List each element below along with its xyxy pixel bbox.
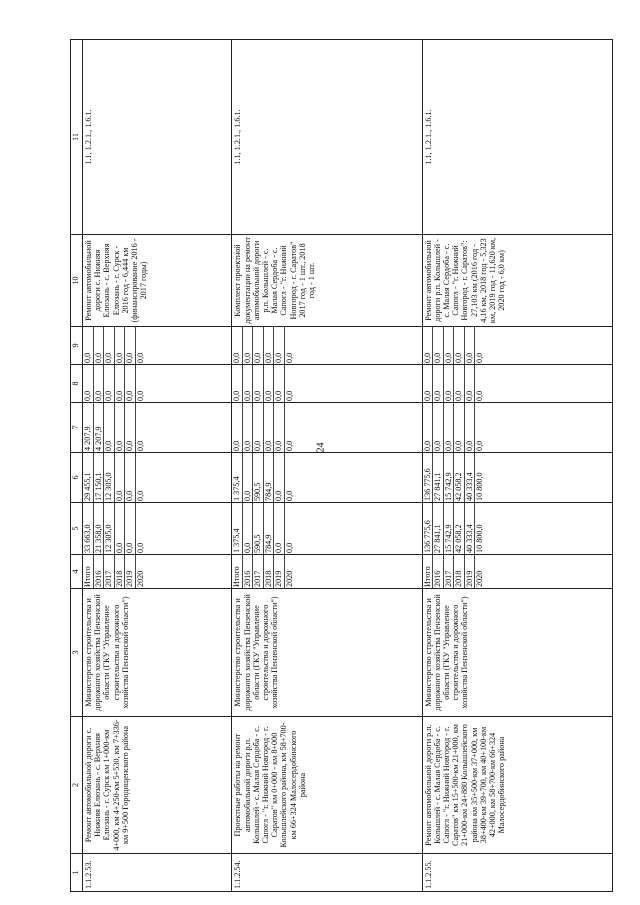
other-cell-value: 0,0 bbox=[465, 327, 476, 364]
municipal-cell-value: 0,0 bbox=[274, 365, 285, 402]
federal-cell bbox=[232, 403, 422, 453]
total-cell-value: 33 663,0 bbox=[83, 503, 94, 554]
year-cell-value: 2016 bbox=[433, 555, 444, 588]
year-cell-value: 2017 bbox=[444, 555, 455, 588]
header-col-6: 6 bbox=[71, 453, 83, 503]
total-cell-value: 590,5 bbox=[253, 503, 264, 554]
row-id: 1.1.2.53. bbox=[83, 854, 232, 892]
executor: Министерство строительства и дорожного хозяйства Пензенской области (ГКУ "Управление строительства и дорожного хозяйства Пензенской области") bbox=[422, 589, 612, 717]
indicator-links: 1.1, 1.2.1., 1.6.1. bbox=[83, 40, 232, 235]
total-cell-value: 12 305,0 bbox=[104, 503, 115, 554]
total-cell-value: 0,0 bbox=[243, 503, 254, 554]
header-row bbox=[71, 40, 83, 892]
total-cell-value: 21 358,0 bbox=[94, 503, 105, 554]
federal-cell-value: 0,0 bbox=[444, 403, 455, 452]
header-col-2: 2 bbox=[71, 717, 83, 854]
regional-cell-value: 12 305,0 bbox=[104, 453, 115, 502]
other-cell-value: 0,0 bbox=[232, 327, 243, 364]
municipal-cell-value: 0,0 bbox=[243, 365, 254, 402]
regional-cell-value: 29 455,1 bbox=[83, 453, 94, 502]
other-cell-value: 0,0 bbox=[94, 327, 105, 364]
activity-name: Ремонт автомобильной дороги р.п. Колышлей - с. Малая Сердоба - с. Сапогл - "г. Нижний Новгород - г. Саратов" км 15+500-км 21+000, км 21+000-км 24+880 Колышлейского района км 35+500-км 37+000, км 38+400-км 39+700, км 40+100-км 42+000, км 58+700-км 66+324 Малосердобинского района bbox=[422, 717, 612, 854]
other-cell-value: 0,0 bbox=[423, 327, 434, 364]
federal-cell-value: 0,0 bbox=[232, 403, 243, 452]
total-cell-value: 10 800,0 bbox=[475, 524, 485, 553]
expected-result: Ремонт автомобильной дороги р.п. Колышлей - с. Малая Сердоба - с. Сапогл - "г. Нижний Новгород - г. Саратов": 27,103 км (2016 год - 4,16 км, 2018 год - 5,323 км, 2019 год - 11,620 км, 2020 год - 6,0 км) bbox=[422, 235, 612, 327]
municipal-cell-value: 0,0 bbox=[83, 365, 94, 402]
row-id: 1.1.2.54. bbox=[232, 854, 422, 892]
municipal-cell-value: 0,0 bbox=[433, 365, 444, 402]
regional-cell-value: 10 800,0 bbox=[475, 472, 485, 501]
federal-cell bbox=[422, 403, 612, 453]
total-cell bbox=[83, 503, 232, 555]
federal-cell-value: 4 207,9 bbox=[83, 403, 94, 452]
total-cell bbox=[422, 503, 612, 555]
regional-cell-value: 0,0 bbox=[135, 490, 145, 501]
regional-cell-value: 0,0 bbox=[284, 490, 294, 501]
regional-cell-value: 42 058,2 bbox=[454, 453, 465, 502]
other-cell bbox=[83, 327, 232, 365]
total-cell-value: 1 375,4 bbox=[232, 503, 243, 554]
year-cell-value: Итого bbox=[232, 555, 243, 588]
federal-cell-value: 0,0 bbox=[243, 403, 254, 452]
municipal-cell-value: 0,0 bbox=[125, 365, 136, 402]
program-table bbox=[70, 39, 613, 892]
total-cell-value: 27 841,1 bbox=[433, 503, 444, 554]
other-cell-value: 0,0 bbox=[135, 352, 145, 363]
executor: Министерство строительства и дорожного хозяйства Пензенской области (ГКУ "Управление строительства и дорожного хозяйства Пензенской области") bbox=[83, 589, 232, 717]
regional-cell-value: 27 841,1 bbox=[433, 453, 444, 502]
header-col-7: 7 bbox=[71, 403, 83, 453]
executor: Министерство строительства и дорожного хозяйства Пензенской области (ГКУ "Управление строительства и дорожного хозяйства Пензенской области") bbox=[232, 589, 422, 717]
municipal-cell bbox=[232, 365, 422, 403]
regional-cell-value: 0,0 bbox=[243, 453, 254, 502]
expected-result: Ремонт автомобильной дороги с. Нижняя Елюзань - с. Верхняя Елюзань - г. Сурск - 2016 год - 6,444 км (финансирование 2016 - 2017 годы) bbox=[83, 235, 232, 327]
year-cell-value: Итого bbox=[423, 555, 434, 588]
regional-cell-value: 0,0 bbox=[115, 453, 126, 502]
other-cell-value: 0,0 bbox=[125, 327, 136, 364]
header-col-5: 5 bbox=[71, 503, 83, 555]
total-cell bbox=[232, 503, 422, 555]
municipal-cell-value: 0,0 bbox=[104, 365, 115, 402]
municipal-cell-value: 0,0 bbox=[284, 390, 294, 401]
year-cell-value: 2020 bbox=[284, 570, 294, 587]
year-cell bbox=[83, 555, 232, 589]
other-cell-value: 0,0 bbox=[475, 352, 485, 363]
municipal-cell-value: 0,0 bbox=[264, 365, 275, 402]
header-col-8: 8 bbox=[71, 365, 83, 403]
total-cell-value: 0,0 bbox=[125, 503, 136, 554]
table-row bbox=[232, 40, 422, 892]
federal-cell bbox=[83, 403, 232, 453]
header-col-1: 1 bbox=[71, 854, 83, 892]
total-cell-value: 40 333,4 bbox=[465, 503, 476, 554]
other-cell-value: 0,0 bbox=[444, 327, 455, 364]
municipal-cell-value: 0,0 bbox=[465, 365, 476, 402]
header-col-10: 10 bbox=[71, 235, 83, 327]
year-cell bbox=[232, 555, 422, 589]
other-cell-value: 0,0 bbox=[284, 352, 294, 363]
header-col-3: 3 bbox=[71, 589, 83, 717]
other-cell bbox=[422, 327, 612, 365]
year-cell-value: 2019 bbox=[125, 555, 136, 588]
year-cell-value: 2017 bbox=[104, 555, 115, 588]
expected-result: Комплект проектной документации на ремонт автомобильной дороги р.п. Колышлей - с. Малая Сердоба - с. Сапогл - "г. Нижний Новгород - г. Саратов" 2017 год - 1 шт., 2018 год - 1 шт. bbox=[232, 235, 422, 327]
total-cell-value: 784,9 bbox=[264, 503, 275, 554]
total-cell-value: 0,0 bbox=[135, 542, 145, 553]
federal-cell-value: 0,0 bbox=[465, 403, 476, 452]
federal-cell-value: 0,0 bbox=[115, 403, 126, 452]
federal-cell-value: 0,0 bbox=[433, 403, 444, 452]
header-col-11: 11 bbox=[71, 40, 83, 235]
year-cell-value: Итого bbox=[83, 555, 94, 588]
municipal-cell-value: 0,0 bbox=[135, 390, 145, 401]
federal-cell-value: 0,0 bbox=[264, 403, 275, 452]
header-col-4: 4 bbox=[71, 555, 83, 589]
activity-name: Проектные работы на ремонт автомобильной дороги р.п. Колышлей - с. Малая Сердоба - с. Сапогл - "г. Нижний Новгород - г. Саратов" км 0+000 - км 8+000 Колышлейского района, км 58+700-км 66+324 Малосердобинского района bbox=[232, 717, 422, 854]
municipal-cell-value: 0,0 bbox=[454, 365, 465, 402]
regional-cell-value: 784,9 bbox=[264, 453, 275, 502]
total-cell-value: 15 742,9 bbox=[444, 503, 455, 554]
year-cell-value: 2019 bbox=[274, 555, 285, 588]
other-cell-value: 0,0 bbox=[115, 327, 126, 364]
year-cell bbox=[422, 555, 612, 589]
municipal-cell-value: 0,0 bbox=[232, 365, 243, 402]
year-cell-value: 2020 bbox=[135, 570, 145, 587]
other-cell-value: 0,0 bbox=[253, 327, 264, 364]
table-row bbox=[422, 40, 612, 892]
other-cell-value: 0,0 bbox=[243, 327, 254, 364]
other-cell-value: 0,0 bbox=[264, 327, 275, 364]
federal-cell-value: 0,0 bbox=[475, 440, 485, 451]
federal-cell-value: 0,0 bbox=[423, 403, 434, 452]
federal-cell-value: 4 207,9 bbox=[94, 403, 105, 452]
page-number: 24 bbox=[315, 442, 327, 453]
total-cell-value: 0,0 bbox=[284, 542, 294, 553]
federal-cell-value: 0,0 bbox=[253, 403, 264, 452]
federal-cell-value: 0,0 bbox=[135, 440, 145, 451]
other-cell-value: 0,0 bbox=[433, 327, 444, 364]
indicator-links: 1.1, 1.2.1., 1.6.1. bbox=[422, 40, 612, 235]
regional-cell-value: 590,5 bbox=[253, 453, 264, 502]
regional-cell-value: 1 375,4 bbox=[232, 453, 243, 502]
year-cell-value: 2017 bbox=[253, 555, 264, 588]
total-cell-value: 136 775,6 bbox=[423, 503, 434, 554]
year-cell-value: 2018 bbox=[454, 555, 465, 588]
year-cell-value: 2018 bbox=[115, 555, 126, 588]
year-cell-value: 2016 bbox=[94, 555, 105, 588]
regional-cell bbox=[83, 453, 232, 503]
municipal-cell-value: 0,0 bbox=[444, 365, 455, 402]
regional-cell bbox=[232, 453, 422, 503]
total-cell-value: 0,0 bbox=[115, 503, 126, 554]
other-cell-value: 0,0 bbox=[104, 327, 115, 364]
other-cell-value: 0,0 bbox=[454, 327, 465, 364]
regional-cell-value: 15 742,9 bbox=[444, 453, 455, 502]
year-cell-value: 2019 bbox=[465, 555, 476, 588]
total-cell-value: 0,0 bbox=[274, 503, 285, 554]
activity-name: Ремонт автомобильной дороги с. Нижняя Елюзань - с. Верхняя Елюзань - г. Сурск км 1+000-км 4+000, км 4+250-км 5+530, км 7+336-км 9+500 Городищенского района bbox=[83, 717, 232, 854]
year-cell-value: 2016 bbox=[243, 555, 254, 588]
regional-cell-value: 136 775,6 bbox=[423, 453, 434, 502]
header-col-9: 9 bbox=[71, 327, 83, 365]
municipal-cell bbox=[83, 365, 232, 403]
municipal-cell bbox=[422, 365, 612, 403]
municipal-cell-value: 0,0 bbox=[94, 365, 105, 402]
indicator-links: 1.1, 1.2.1., 1.6.1. bbox=[232, 40, 422, 235]
federal-cell-value: 0,0 bbox=[454, 403, 465, 452]
other-cell-value: 0,0 bbox=[274, 327, 285, 364]
regional-cell-value: 0,0 bbox=[274, 453, 285, 502]
municipal-cell-value: 0,0 bbox=[475, 390, 485, 401]
municipal-cell-value: 0,0 bbox=[115, 365, 126, 402]
regional-cell-value: 40 333,4 bbox=[465, 453, 476, 502]
federal-cell-value: 0,0 bbox=[125, 403, 136, 452]
federal-cell-value: 0,0 bbox=[104, 403, 115, 452]
year-cell-value: 2020 bbox=[475, 570, 485, 587]
total-cell-value: 42 058,2 bbox=[454, 503, 465, 554]
row-id: 1.1.2.55. bbox=[422, 854, 612, 892]
rotated-table-container bbox=[70, 40, 613, 892]
regional-cell-value: 17 150,1 bbox=[94, 453, 105, 502]
municipal-cell-value: 0,0 bbox=[253, 365, 264, 402]
other-cell bbox=[232, 327, 422, 365]
federal-cell-value: 0,0 bbox=[274, 403, 285, 452]
other-cell-value: 0,0 bbox=[83, 327, 94, 364]
year-cell-value: 2018 bbox=[264, 555, 275, 588]
regional-cell-value: 0,0 bbox=[125, 453, 136, 502]
regional-cell bbox=[422, 453, 612, 503]
table-row bbox=[83, 40, 232, 892]
federal-cell-value: 0,0 bbox=[284, 440, 294, 451]
municipal-cell-value: 0,0 bbox=[423, 365, 434, 402]
table-body bbox=[83, 40, 613, 892]
